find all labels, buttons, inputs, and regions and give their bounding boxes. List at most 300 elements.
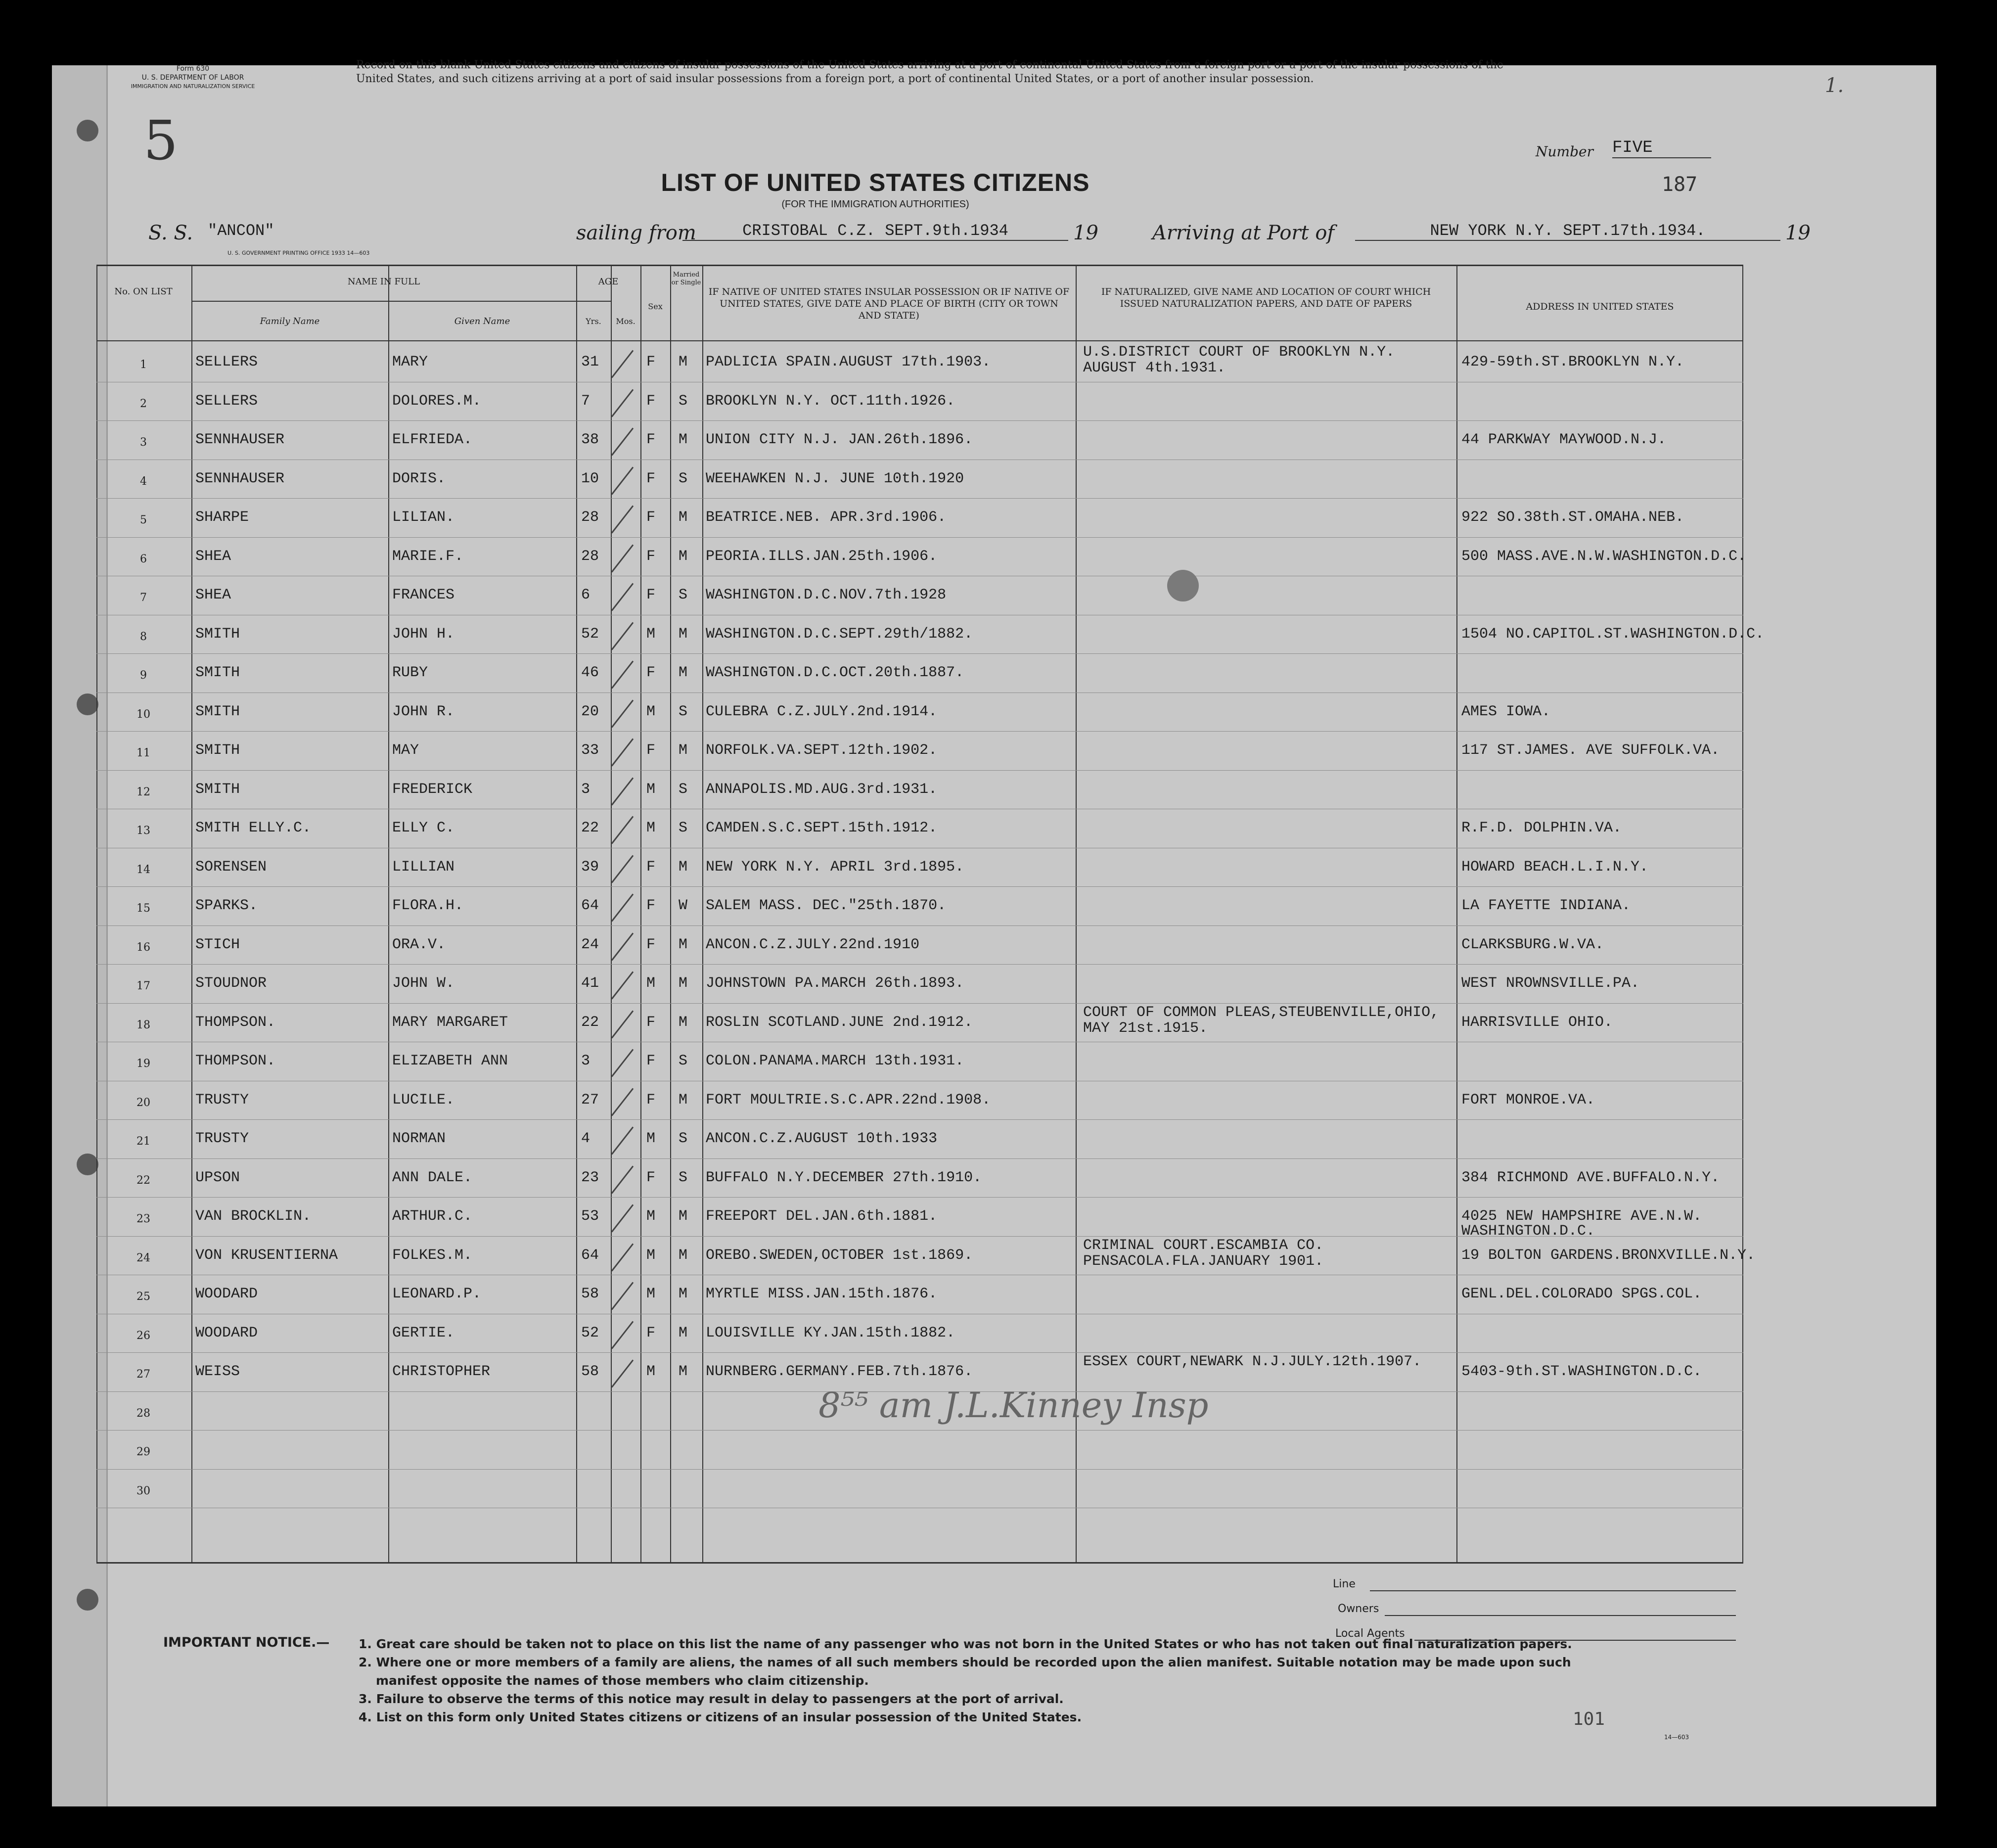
given-name-cell: ELLY C. bbox=[392, 820, 455, 836]
binding-hole bbox=[77, 1589, 98, 1611]
row-number: 5 bbox=[140, 514, 147, 526]
birth-cell: WASHINGTON.D.C.NOV.7th.1928 bbox=[706, 587, 947, 603]
check-mark bbox=[611, 1243, 634, 1271]
row-number: 3 bbox=[140, 436, 147, 449]
header-mos: Mos. bbox=[616, 317, 635, 326]
notice-2: 2. Where one or more members of a family are aliens, the names of all such members should be recorded upon the alien manifest. Suitable notation may be made upon such bbox=[359, 1655, 1571, 1669]
naturalization-cell-2: AUGUST 4th.1931. bbox=[1083, 360, 1226, 376]
age-cell: 64 bbox=[581, 1247, 599, 1264]
marital-status-cell: M bbox=[679, 858, 688, 876]
sex-cell: F bbox=[646, 1324, 656, 1341]
family-name-cell: VON KRUSENTIERNA bbox=[195, 1247, 338, 1264]
birth-cell: MYRTLE MISS.JAN.15th.1876. bbox=[706, 1286, 938, 1302]
header-yrs: Yrs. bbox=[586, 317, 601, 326]
check-mark bbox=[611, 660, 634, 689]
row-number: 20 bbox=[136, 1096, 150, 1109]
marital-status-cell: M bbox=[679, 664, 688, 681]
given-name-cell: ELFRIEDA. bbox=[392, 431, 473, 448]
header-divider bbox=[191, 301, 611, 302]
age-cell: 22 bbox=[581, 1014, 599, 1031]
row-number: 9 bbox=[140, 669, 147, 682]
given-name-cell: NORMAN bbox=[392, 1130, 446, 1147]
sex-cell: M bbox=[646, 1208, 656, 1225]
row-rule bbox=[96, 420, 1743, 421]
check-mark bbox=[611, 1282, 634, 1310]
family-name-cell: SHEA bbox=[195, 548, 231, 565]
row-rule bbox=[96, 1003, 1743, 1004]
year-label-2: 19 bbox=[1785, 222, 1811, 244]
page-stamp: 187 bbox=[1662, 173, 1698, 196]
row-rule bbox=[96, 964, 1743, 965]
age-cell: 58 bbox=[581, 1286, 599, 1302]
form-instructions: Record on this blank United States citizens and citizens of insular possessions of the United States arriving at a port of continental United States from a foreign port or a port of the insular possessions of the United States, and such citizens arriving at a port of said insular possessions from a foreign port, a port of continental United States, or a port of another insular possession. bbox=[356, 59, 1503, 85]
age-cell: 3 bbox=[581, 1053, 590, 1069]
row-number: 28 bbox=[136, 1407, 150, 1420]
notice-2-cont: manifest opposite the names of those members who claim citizenship. bbox=[376, 1673, 869, 1688]
given-name-cell: JOHN W. bbox=[392, 975, 455, 992]
family-name-cell: THOMPSON. bbox=[195, 1053, 276, 1069]
arrival-value: NEW YORK N.Y. SEPT.17th.1934. bbox=[1355, 222, 1780, 241]
marital-status-cell: M bbox=[679, 975, 688, 992]
header-given-name: Given Name bbox=[454, 316, 510, 326]
given-name-cell: LILLIAN bbox=[392, 858, 455, 876]
given-name-cell: GERTIE. bbox=[392, 1324, 455, 1341]
passenger-table bbox=[96, 265, 1765, 1564]
birth-cell: WASHINGTON.D.C.SEPT.29th/1882. bbox=[706, 625, 973, 643]
row-number: 26 bbox=[136, 1329, 150, 1342]
birth-cell: ANNAPOLIS.MD.AUG.3rd.1931. bbox=[706, 781, 938, 798]
sex-cell: M bbox=[646, 1247, 656, 1264]
header-bottom-rule bbox=[96, 340, 1743, 341]
birth-cell: BUFFALO N.Y.DECEMBER 27th.1910. bbox=[706, 1169, 982, 1186]
row-number: 17 bbox=[136, 980, 150, 992]
address-cell: GENL.DEL.COLORADO SPGS.COL. bbox=[1461, 1286, 1702, 1302]
sex-cell: M bbox=[646, 1130, 656, 1147]
row-number: 25 bbox=[136, 1291, 150, 1303]
departure-value: CRISTOBAL C.Z. SEPT.9th.1934 bbox=[682, 222, 1068, 241]
address-cell: 429-59th.ST.BROOKLYN N.Y. bbox=[1461, 354, 1684, 370]
given-name-cell: LILIAN. bbox=[392, 509, 455, 526]
age-cell: 28 bbox=[581, 548, 599, 565]
row-rule bbox=[96, 731, 1743, 732]
header-address: ADDRESS IN UNITED STATES bbox=[1526, 301, 1674, 312]
birth-cell: LOUISVILLE KY.JAN.15th.1882. bbox=[706, 1324, 955, 1341]
family-name-cell: SELLERS bbox=[195, 392, 258, 410]
check-mark bbox=[611, 738, 634, 766]
given-name-cell: MARY bbox=[392, 354, 428, 370]
header-age: AGE bbox=[598, 277, 619, 287]
naturalization-cell: U.S.DISTRICT COURT OF BROOKLYN N.Y. bbox=[1083, 344, 1395, 361]
check-mark bbox=[611, 1165, 634, 1194]
given-name-cell: LEONARD.P. bbox=[392, 1286, 482, 1302]
address-cell: 384 RICHMOND AVE.BUFFALO.N.Y. bbox=[1461, 1169, 1720, 1186]
address-cell: LA FAYETTE INDIANA. bbox=[1461, 897, 1631, 914]
binding-hole bbox=[77, 120, 98, 141]
family-name-cell: SHEA bbox=[195, 587, 231, 603]
check-mark bbox=[611, 1010, 634, 1038]
row-number: 19 bbox=[136, 1058, 150, 1070]
age-cell: 38 bbox=[581, 431, 599, 448]
birth-cell: CAMDEN.S.C.SEPT.15th.1912. bbox=[706, 820, 938, 836]
sex-cell: F bbox=[646, 1014, 656, 1031]
row-rule bbox=[96, 1352, 1743, 1353]
sex-cell: F bbox=[646, 742, 656, 759]
naturalization-cell: CRIMINAL COURT.ESCAMBIA CO. bbox=[1083, 1237, 1324, 1254]
row-number: 8 bbox=[140, 630, 147, 643]
naturalization-cell: COURT OF COMMON PLEAS,STEUBENVILLE,OHIO, bbox=[1083, 1004, 1440, 1021]
check-mark bbox=[611, 1126, 634, 1155]
handwritten-mark: 5 bbox=[143, 109, 178, 172]
family-name-cell: SMITH bbox=[195, 625, 240, 643]
birth-cell: WASHINGTON.D.C.OCT.20th.1887. bbox=[706, 664, 964, 681]
agents-label: Local Agents bbox=[1335, 1627, 1405, 1640]
line-field bbox=[1370, 1590, 1736, 1591]
row-number: 1 bbox=[140, 359, 147, 371]
sex-cell: F bbox=[646, 509, 656, 526]
check-mark bbox=[611, 1359, 634, 1387]
age-cell: 6 bbox=[581, 587, 590, 603]
sailing-label: sailing from bbox=[576, 222, 696, 244]
marital-status-cell: M bbox=[679, 1324, 688, 1341]
given-name-cell: FRANCES bbox=[392, 587, 455, 603]
given-name-cell: FLORA.H. bbox=[392, 897, 464, 914]
given-name-cell: MAY bbox=[392, 742, 419, 759]
family-name-cell: VAN BROCKLIN. bbox=[195, 1208, 312, 1225]
address-cell: 1504 NO.CAPITOL.ST.WASHINGTON.D.C. bbox=[1461, 625, 1765, 643]
sex-cell: M bbox=[646, 1363, 656, 1380]
address-cell: 117 ST.JAMES. AVE SUFFOLK.VA. bbox=[1461, 742, 1720, 759]
printer-note: U. S. GOVERNMENT PRINTING OFFICE 1933 14—603 bbox=[227, 250, 370, 256]
marital-status-cell: S bbox=[679, 1130, 688, 1147]
column-rule bbox=[640, 266, 641, 1562]
given-name-cell: LUCILE. bbox=[392, 1091, 455, 1109]
row-number: 12 bbox=[136, 785, 150, 798]
family-name-cell: SPARKS. bbox=[195, 897, 258, 914]
check-mark bbox=[611, 350, 634, 378]
age-cell: 31 bbox=[581, 354, 599, 370]
given-name-cell: DORIS. bbox=[392, 470, 446, 487]
notice-3: 3. Failure to observe the terms of this notice may result in delay to passengers at the port of arrival. bbox=[359, 1692, 1064, 1706]
inspector-signature: 8⁵⁵ am J.L.Kinney Insp bbox=[818, 1385, 1209, 1426]
check-mark bbox=[611, 466, 634, 495]
birth-cell: COLON.PANAMA.MARCH 13th.1931. bbox=[706, 1053, 964, 1069]
line-label: Line bbox=[1333, 1578, 1356, 1590]
address-cell: R.F.D. DOLPHIN.VA. bbox=[1461, 820, 1622, 836]
age-cell: 52 bbox=[581, 625, 599, 643]
age-cell: 33 bbox=[581, 742, 599, 759]
family-name-cell: SENNHAUSER bbox=[195, 431, 285, 448]
given-name-cell: RUBY bbox=[392, 664, 428, 681]
row-rule bbox=[96, 770, 1743, 771]
header-married-single: Married or Single bbox=[671, 271, 701, 286]
family-name-cell: SMITH bbox=[195, 703, 240, 720]
family-name-cell: SHARPE bbox=[195, 509, 249, 526]
corner-mark: 1. bbox=[1825, 74, 1844, 97]
column-rule bbox=[1076, 266, 1077, 1562]
family-name-cell: SELLERS bbox=[195, 354, 258, 370]
naturalization-cell-2: MAY 21st.1915. bbox=[1083, 1019, 1208, 1037]
marital-status-cell: S bbox=[679, 1169, 688, 1186]
row-rule bbox=[96, 498, 1743, 499]
row-number: 10 bbox=[136, 708, 150, 721]
row-rule bbox=[96, 1197, 1743, 1198]
sex-cell: F bbox=[646, 664, 656, 681]
address-cell: 5403-9th.ST.WASHINGTON.D.C. bbox=[1461, 1363, 1702, 1380]
number-label: Number bbox=[1536, 143, 1593, 160]
family-name-cell: SMITH ELLY.C. bbox=[195, 820, 312, 836]
header-no-on-list: No. ON LIST bbox=[114, 286, 173, 297]
marital-status-cell: M bbox=[679, 509, 688, 526]
check-mark bbox=[611, 699, 634, 728]
check-mark bbox=[611, 777, 634, 805]
age-cell: 28 bbox=[581, 509, 599, 526]
birth-cell: CULEBRA C.Z.JULY.2nd.1914. bbox=[706, 703, 938, 720]
marital-status-cell: M bbox=[679, 1091, 688, 1109]
sex-cell: F bbox=[646, 858, 656, 876]
sex-cell: F bbox=[646, 587, 656, 603]
given-name-cell: JOHN H. bbox=[392, 625, 455, 643]
given-name-cell: FREDERICK bbox=[392, 781, 473, 798]
row-number: 18 bbox=[136, 1018, 150, 1031]
address-cell: FORT MONROE.VA. bbox=[1461, 1091, 1595, 1109]
age-cell: 39 bbox=[581, 858, 599, 876]
birth-cell: ROSLIN SCOTLAND.JUNE 2nd.1912. bbox=[706, 1014, 973, 1031]
address-cell: HOWARD BEACH.L.I.N.Y. bbox=[1461, 858, 1649, 876]
check-mark bbox=[611, 971, 634, 999]
row-rule bbox=[96, 1469, 1743, 1470]
sex-cell: M bbox=[646, 625, 656, 643]
naturalization-cell-2: PENSACOLA.FLA.JANUARY 1901. bbox=[1083, 1252, 1324, 1270]
sex-cell: F bbox=[646, 431, 656, 448]
birth-cell: PADLICIA SPAIN.AUGUST 17th.1903. bbox=[706, 354, 991, 370]
age-cell: 64 bbox=[581, 897, 599, 914]
sex-cell: F bbox=[646, 354, 656, 370]
age-cell: 23 bbox=[581, 1169, 599, 1186]
birth-cell: SALEM MASS. DEC."25th.1870. bbox=[706, 897, 947, 914]
family-name-cell: SMITH bbox=[195, 664, 240, 681]
birth-cell: WEEHAWKEN N.J. JUNE 10th.1920 bbox=[706, 470, 964, 487]
sex-cell: M bbox=[646, 975, 656, 992]
family-name-cell: WEISS bbox=[195, 1363, 240, 1380]
marital-status-cell: M bbox=[679, 625, 688, 643]
column-rule bbox=[191, 266, 192, 1562]
check-mark bbox=[611, 816, 634, 844]
marital-status-cell: W bbox=[679, 897, 688, 914]
address-cell: 19 BOLTON GARDENS.BRONXVILLE.N.Y. bbox=[1461, 1247, 1756, 1264]
address-cell: AMES IOWA. bbox=[1461, 703, 1551, 720]
header-family-name: Family Name bbox=[260, 316, 320, 326]
form-number: Form 630 bbox=[176, 65, 210, 73]
column-rule bbox=[670, 266, 671, 1562]
sex-cell: F bbox=[646, 1169, 656, 1186]
arriving-label: Arriving at Port of bbox=[1152, 222, 1335, 244]
check-mark bbox=[611, 583, 634, 611]
notice-4: 4. List on this form only United States citizens or citizens of an insular possession of the United States. bbox=[359, 1710, 1082, 1724]
birth-cell: ANCON.C.Z.JULY.22nd.1910 bbox=[706, 936, 920, 953]
marital-status-cell: S bbox=[679, 820, 688, 836]
age-cell: 27 bbox=[581, 1091, 599, 1109]
age-cell: 24 bbox=[581, 936, 599, 953]
marital-status-cell: M bbox=[679, 1014, 688, 1031]
marital-status-cell: S bbox=[679, 703, 688, 720]
family-name-cell: WOODARD bbox=[195, 1324, 258, 1341]
marital-status-cell: M bbox=[679, 354, 688, 370]
address-cell: 922 SO.38th.ST.OMAHA.NEB. bbox=[1461, 509, 1684, 526]
given-name-cell: ORA.V. bbox=[392, 936, 446, 953]
given-name-cell: MARIE.F. bbox=[392, 548, 464, 565]
notice-title: IMPORTANT NOTICE.— bbox=[163, 1635, 330, 1650]
given-name-cell: ARTHUR.C. bbox=[392, 1208, 473, 1225]
family-name-cell: SENNHAUSER bbox=[195, 470, 285, 487]
year-label-1: 19 bbox=[1073, 222, 1098, 244]
age-cell: 3 bbox=[581, 781, 590, 798]
marital-status-cell: S bbox=[679, 587, 688, 603]
row-number: 22 bbox=[136, 1174, 150, 1187]
age-cell: 46 bbox=[581, 664, 599, 681]
family-name-cell: SORENSEN bbox=[195, 858, 267, 876]
row-number: 21 bbox=[136, 1135, 150, 1148]
column-rule bbox=[1742, 266, 1743, 1562]
given-name-cell: DOLORES.M. bbox=[392, 392, 482, 410]
row-rule bbox=[96, 886, 1743, 887]
sex-cell: F bbox=[646, 392, 656, 410]
birth-cell: NURNBERG.GERMANY.FEB.7th.1876. bbox=[706, 1363, 973, 1380]
age-cell: 7 bbox=[581, 392, 590, 410]
sex-cell: M bbox=[646, 820, 656, 836]
ink-smudge bbox=[1167, 570, 1199, 601]
address-cell: HARRISVILLE OHIO. bbox=[1461, 1014, 1613, 1031]
birth-cell: BEATRICE.NEB. APR.3rd.1906. bbox=[706, 509, 947, 526]
address-cell: 4025 NEW HAMPSHIRE AVE.N.W. bbox=[1461, 1208, 1702, 1225]
marital-status-cell: M bbox=[679, 936, 688, 953]
form-identifier bbox=[89, 64, 297, 91]
check-mark bbox=[611, 427, 634, 456]
bottom-stamp: 101 bbox=[1573, 1709, 1605, 1729]
marital-status-cell: M bbox=[679, 1208, 688, 1225]
row-number: 7 bbox=[140, 592, 147, 604]
check-mark bbox=[611, 1204, 634, 1232]
row-rule bbox=[96, 925, 1743, 926]
marital-status-cell: M bbox=[679, 548, 688, 565]
family-name-cell: WOODARD bbox=[195, 1286, 258, 1302]
binding-hole bbox=[77, 693, 98, 715]
column-rule bbox=[388, 266, 389, 1562]
given-name-cell: ELIZABETH ANN bbox=[392, 1053, 508, 1069]
marital-status-cell: M bbox=[679, 1363, 688, 1380]
column-rule bbox=[576, 266, 577, 1562]
given-name-cell: FOLKES.M. bbox=[392, 1247, 473, 1264]
check-mark bbox=[611, 893, 634, 922]
row-number: 29 bbox=[136, 1446, 150, 1458]
family-name-cell: TRUSTY bbox=[195, 1091, 249, 1109]
family-name-cell: UPSON bbox=[195, 1169, 240, 1186]
age-cell: 10 bbox=[581, 470, 599, 487]
birth-cell: OREBO.SWEDEN,OCTOBER 1st.1869. bbox=[706, 1247, 973, 1264]
row-number: 30 bbox=[136, 1484, 150, 1497]
marital-status-cell: S bbox=[679, 781, 688, 798]
sex-cell: F bbox=[646, 548, 656, 565]
row-number: 4 bbox=[140, 475, 147, 488]
row-rule bbox=[96, 1430, 1743, 1431]
marital-status-cell: M bbox=[679, 1286, 688, 1302]
number-value: FIVE bbox=[1612, 139, 1711, 158]
given-name-cell: JOHN R. bbox=[392, 703, 455, 720]
family-name-cell: STOUDNOR bbox=[195, 975, 267, 992]
birth-cell: NEW YORK N.Y. APRIL 3rd.1895. bbox=[706, 858, 964, 876]
header-sex: Sex bbox=[648, 302, 663, 311]
given-name-cell: ANN DALE. bbox=[392, 1169, 473, 1186]
row-number: 6 bbox=[140, 553, 147, 565]
row-rule bbox=[96, 1158, 1743, 1159]
check-mark bbox=[611, 1321, 634, 1349]
notice-1: 1. Great care should be taken not to place on this list the name of any passenger who was not born in the United States or who has not taken out final naturalization papers. bbox=[359, 1637, 1572, 1651]
ship-name: "ANCON" bbox=[208, 222, 274, 240]
row-rule bbox=[96, 653, 1743, 654]
family-name-cell: SMITH bbox=[195, 781, 240, 798]
row-number: 13 bbox=[136, 825, 150, 837]
marital-status-cell: S bbox=[679, 1053, 688, 1069]
age-cell: 58 bbox=[581, 1363, 599, 1380]
birth-cell: JOHNSTOWN PA.MARCH 26th.1893. bbox=[706, 975, 964, 992]
binding-hole bbox=[77, 1154, 98, 1175]
check-mark bbox=[611, 1049, 634, 1077]
header-name-in-full: NAME IN FULL bbox=[347, 277, 420, 287]
sex-cell: M bbox=[646, 703, 656, 720]
family-name-cell: TRUSTY bbox=[195, 1130, 249, 1147]
form-code: 14—603 bbox=[1664, 1734, 1689, 1741]
sex-cell: M bbox=[646, 781, 656, 798]
column-rule bbox=[1456, 266, 1457, 1562]
column-rule bbox=[611, 266, 612, 1562]
birth-cell: ANCON.C.Z.AUGUST 10th.1933 bbox=[706, 1130, 938, 1147]
row-number: 2 bbox=[140, 397, 147, 410]
birth-cell: UNION CITY N.J. JAN.26th.1896. bbox=[706, 431, 973, 448]
sex-cell: F bbox=[646, 936, 656, 953]
check-mark bbox=[611, 855, 634, 883]
family-name-cell: THOMPSON. bbox=[195, 1014, 276, 1031]
page-title: LIST OF UNITED STATES CITIZENS bbox=[661, 169, 1090, 196]
address-cell: WEST NROWNSVILLE.PA. bbox=[1461, 975, 1640, 992]
address-cell: 500 MASS.AVE.N.W.WASHINGTON.D.C. bbox=[1461, 548, 1747, 565]
row-number: 24 bbox=[136, 1251, 150, 1264]
row-number: 16 bbox=[136, 941, 150, 954]
age-cell: 22 bbox=[581, 820, 599, 836]
sex-cell: F bbox=[646, 1091, 656, 1109]
sex-cell: F bbox=[646, 1053, 656, 1069]
header-birth: IF NATIVE OF UNITED STATES INSULAR POSSESSION OR IF NATIVE OF UNITED STATES, GIVE DATE AND PLACE OF BIRTH (CITY OR TOWN AND STATE) bbox=[708, 286, 1070, 321]
department-name: U. S. DEPARTMENT OF LABOR bbox=[141, 74, 244, 82]
given-name-cell: CHRISTOPHER bbox=[392, 1363, 491, 1380]
check-mark bbox=[611, 389, 634, 417]
address-cell: CLARKSBURG.W.VA. bbox=[1461, 936, 1604, 953]
service-name: IMMIGRATION AND NATURALIZATION SERVICE bbox=[131, 83, 255, 90]
birth-cell: NORFOLK.VA.SEPT.12th.1902. bbox=[706, 742, 938, 759]
age-cell: 53 bbox=[581, 1208, 599, 1225]
row-number: 23 bbox=[136, 1213, 150, 1225]
given-name-cell: MARY MARGARET bbox=[392, 1014, 508, 1031]
row-rule bbox=[96, 1119, 1743, 1120]
birth-cell: FREEPORT DEL.JAN.6th.1881. bbox=[706, 1208, 938, 1225]
family-name-cell: SMITH bbox=[195, 742, 240, 759]
marital-status-cell: M bbox=[679, 1247, 688, 1264]
check-mark bbox=[611, 505, 634, 533]
row-number: 15 bbox=[136, 902, 150, 915]
address-cell-2: WASHINGTON.D.C. bbox=[1461, 1223, 1595, 1240]
column-rule bbox=[702, 266, 703, 1562]
birth-cell: PEORIA.ILLS.JAN.25th.1906. bbox=[706, 548, 938, 565]
check-mark bbox=[611, 1088, 634, 1116]
check-mark bbox=[611, 622, 634, 650]
